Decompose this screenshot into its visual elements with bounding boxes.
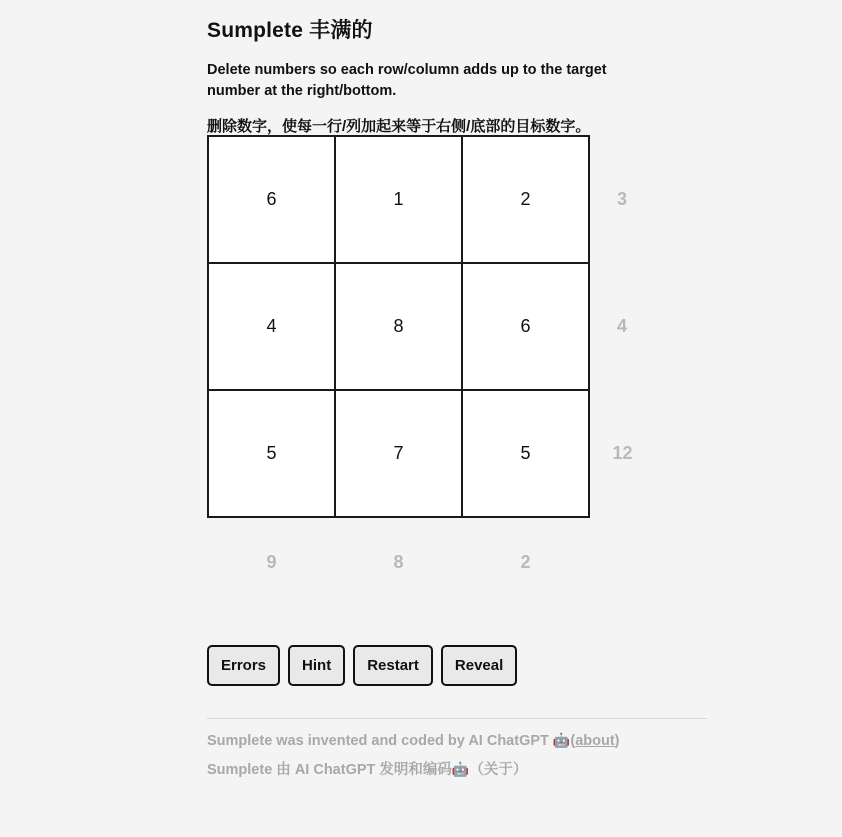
grid-cell-r2c1[interactable]: 7 — [335, 390, 462, 517]
column-targets-row — [208, 517, 655, 606]
footer — [207, 718, 707, 788]
grid-corner-spacer — [589, 517, 655, 606]
column-target-2: 2 — [520, 551, 531, 572]
reveal-button[interactable]: Reveal — [441, 645, 517, 686]
row-target-1: 4 — [616, 316, 627, 336]
column-target-0: 9 — [266, 551, 277, 572]
about-close-paren: ) — [614, 733, 620, 749]
footer-credit-text-zh: Sumplete 由 AI ChatGPT 发明和编码 — [207, 762, 452, 779]
sumplete-grid — [207, 135, 656, 606]
grid-cell-r1c2[interactable]: 6 — [462, 263, 589, 390]
row-target-0: 3 — [616, 189, 627, 209]
about-link-zh[interactable]: （关于） — [469, 762, 528, 779]
robot-icon: 🤖 — [552, 732, 571, 748]
header-section — [207, 0, 807, 137]
instructions-english: Delete numbers so each row/column adds up to the target number at the right/bottom. — [207, 62, 607, 100]
control-buttons — [207, 645, 517, 686]
grid-cell-r1c0[interactable]: 4 — [208, 263, 335, 390]
about-open-paren: ( — [570, 733, 576, 749]
restart-button[interactable]: Restart — [353, 645, 433, 686]
grid-cell-r0c1[interactable]: 1 — [335, 136, 462, 263]
grid-cell-r1c1[interactable]: 8 — [335, 263, 462, 390]
footer-credit-english — [207, 730, 707, 752]
table-row — [208, 263, 655, 390]
row-target-2: 12 — [612, 443, 633, 463]
grid-cell-r2c0[interactable]: 5 — [208, 390, 335, 517]
column-target-1: 8 — [393, 551, 404, 572]
footer-credit-text-en: Sumplete was invented and coded by AI ChatGPT — [207, 733, 553, 749]
table-row — [208, 136, 655, 263]
grid-cell-r0c2[interactable]: 2 — [462, 136, 589, 263]
errors-button[interactable]: Errors — [207, 645, 280, 686]
footer-credit-chinese — [207, 759, 707, 781]
grid-cell-r2c2[interactable]: 5 — [462, 390, 589, 517]
table-row — [208, 390, 655, 517]
robot-icon-zh: 🤖 — [451, 761, 470, 778]
instructions-chinese: 删除数字，使每一行/列加起来等于右侧/底部的目标数字。 — [207, 118, 591, 136]
puzzle-board — [207, 135, 656, 606]
hint-button[interactable]: Hint — [288, 645, 345, 686]
about-link[interactable]: about — [575, 733, 615, 749]
page-title: Sumplete 丰满的 — [207, 19, 373, 42]
grid-cell-r0c0[interactable]: 6 — [208, 136, 335, 263]
